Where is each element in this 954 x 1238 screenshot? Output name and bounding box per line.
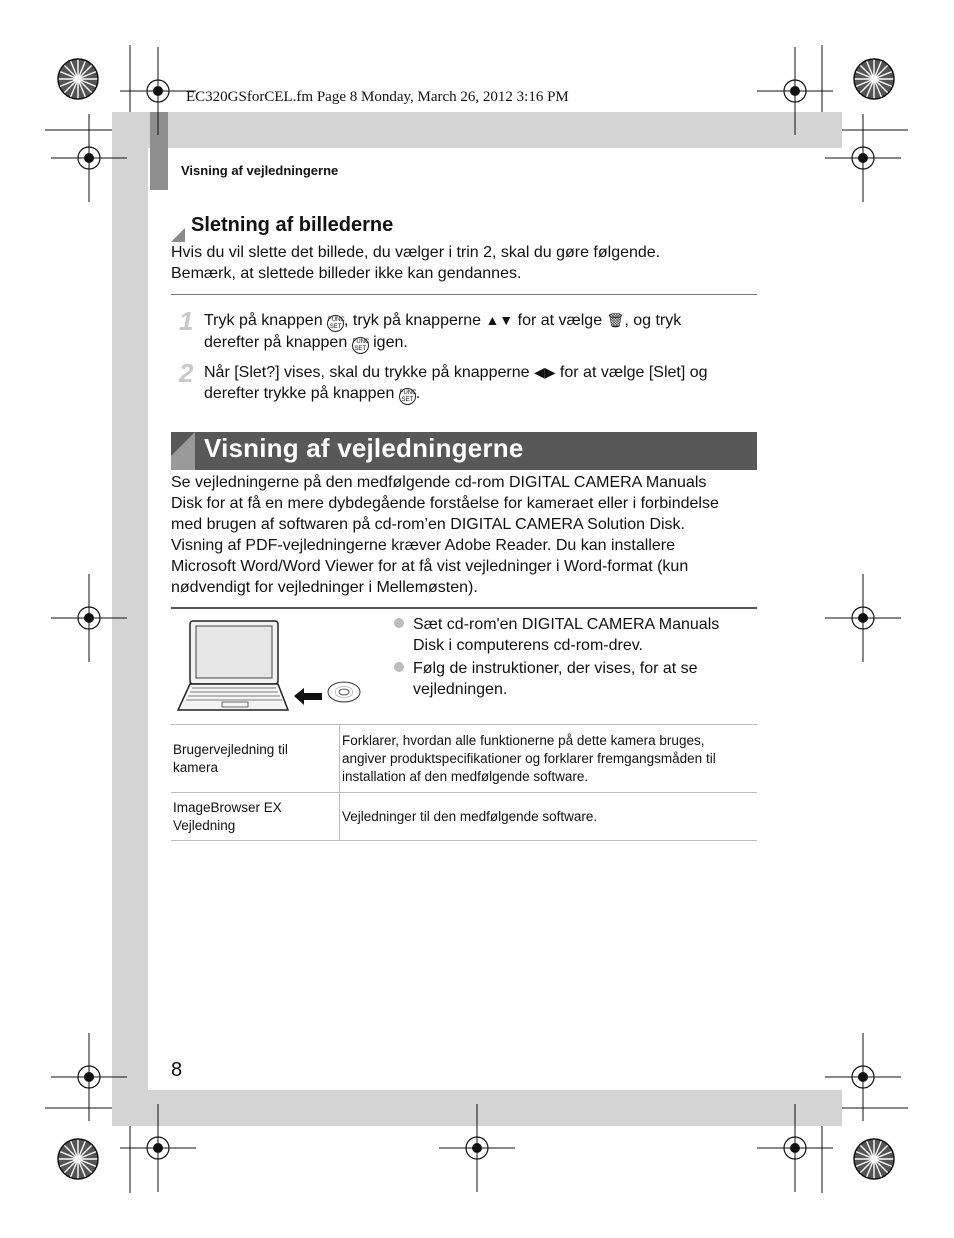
section-body-text: Se vejledningerne på den medfølgende cd-rom DIGITAL CAMERA Manuals Disk for at få en mere dybdegående forståelse for kameraet eller i forbindelse med brugen af softwaren på cd-rom’en DIGITAL CAMERA Solution Disk. Visning af PDF-vejledningerne kræver Adobe Reader. Du kan installere Microsoft Word/Word Viewer for at få vist vejledninger i Word-format (kun nødvendigt for vejledninger i Mellemøsten). xyxy=(171,474,719,596)
func-set-button-icon: FUNC SET xyxy=(399,390,417,403)
table-row xyxy=(171,793,757,841)
step-1-text: Tryk på knappen FUNC SET , tryk på knapperne ▲▼ for at vælge 🗑, og tryk derefter på knappen FUNC SET igen. xyxy=(204,312,682,352)
step-2-text: Når [Slet?] vises, skal du trykke på knapperne ◀▶ for at vælge [Slet] og derefter trykke på knappen FUNC SET . xyxy=(204,364,708,403)
subheading-title: Sletning af billederne xyxy=(191,214,394,236)
banner-corner-block xyxy=(171,456,195,470)
trash-icon: 🗑 xyxy=(606,312,625,328)
intro-text: Hvis du vil slette det billede, du vælger i trin 2, skal du gøre følgende. Bemærk, at slettede billeder ikke kan gendannes. xyxy=(171,244,661,282)
print-header: EC320GSforCEL.fm Page 8 Monday, March 26, 2012 3:16 PM xyxy=(186,89,569,105)
laptop-cd-illustration xyxy=(176,618,366,714)
running-head: Visning af vejledningerne xyxy=(181,163,339,178)
divider xyxy=(171,607,757,609)
step-number: 1 xyxy=(179,306,194,336)
bullet-text: Sæt cd-rom'en DIGITAL CAMERA Manuals Disk i computerens cd-rom-drev. xyxy=(413,616,720,654)
table-cell-name: ImageBrowser EX Vejledning xyxy=(171,793,340,841)
func-set-button-icon: FUNC SET xyxy=(352,339,370,352)
page-number: 8 xyxy=(171,1059,183,1081)
table-cell-name: Brugervejledning til kamera xyxy=(171,725,340,793)
subheading-triangle-icon xyxy=(171,228,185,242)
step-number: 2 xyxy=(179,358,194,388)
banner-corner-triangle-icon xyxy=(171,432,195,456)
left-right-arrows-icon: ◀▶ xyxy=(533,364,556,380)
table-row xyxy=(171,725,757,793)
bullet-icon xyxy=(394,662,404,672)
section-title: Visning af vejledningerne xyxy=(204,433,524,463)
func-set-button-icon: FUNC SET xyxy=(328,317,345,330)
divider xyxy=(171,294,757,295)
table-cell-description: Forklarer, hvordan alle funktionerne på dette kamera bruges, angiver produktspecifikationer og forklarer fremgangsmåden til installation af den medfølgende software. xyxy=(340,725,758,793)
manuals-table xyxy=(171,724,757,841)
up-down-arrows-icon: ▲▼ xyxy=(485,312,514,328)
bullet-text: Følg de instruktioner, der vises, for at se vejledningen. xyxy=(413,660,698,698)
bullet-icon xyxy=(394,618,404,628)
table-cell-description: Vejledninger til den medfølgende software. xyxy=(340,793,758,841)
